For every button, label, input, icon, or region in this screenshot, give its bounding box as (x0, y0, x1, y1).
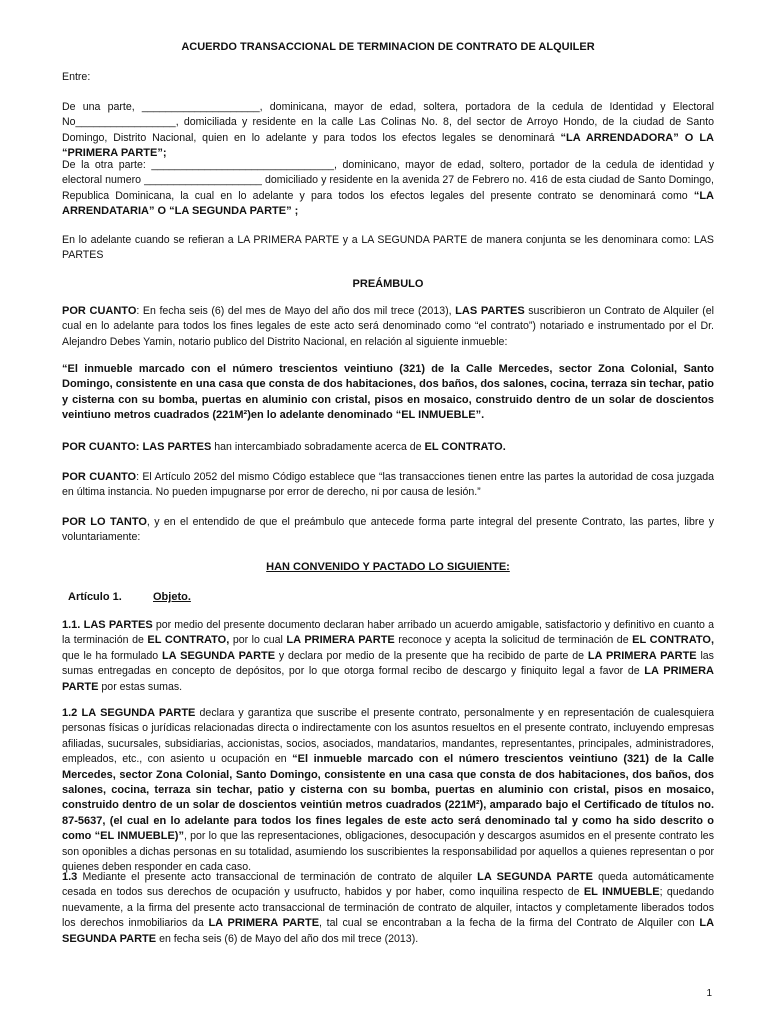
por-lo-tanto: POR LO TANTO, y en el entendido de que el preámbulo que antecede forma parte integral del presente Contrato, las partes, libre y voluntariamente: (62, 516, 714, 544)
page-number: 1 (706, 988, 712, 999)
clause-1-2: 1.2 LA SEGUNDA PARTE declara y garantiza que suscribe el presente contrato, personalmente y en representación de cualesquiera personas físicas o jurídicas relacionadas directa o indirectamente con los asuntos resueltos en el presente contrato, incluyendo empresas afiliadas, sucursales, subsidiarias, accionistas, socios, asociados, mandatarios, mandantes, representantes, principales, administradores, empleados, etc., con asiento u ocupación en “El inmueble marcado con el número trescientos veintiuno (321) de la Calle Mercedes, sector Zona Colonial, Santo Domingo, consistente en una casa que consta de dos habitaciones, dos baños, dos salones, cocina, terraza sin techar, patio y cisterna con su bomba, puertas en aluminio con cristal, pisos en mosaico, construido dentro de un solar de doscientos veintiún metros cuadrados (221M²), amparado bajo el Certificado de títulos no. 87-5637, (el cual en lo adelante para todos los fines legales de este acto será denominado tal y como ha sido descrito o como “EL INMUEBLE)”, por lo que las representaciones, obligaciones, desocupación y descargos asumidos en el presente contrato les son oponibles a dichas personas en su totalidad, asumiendo los suscribientes la responsabilidad por aquellos a quienes representan o por quienes deben responder en cada caso. (62, 707, 714, 874)
parties-definition-paragraph: En lo adelante cuando se refieran a LA PRIMERA PARTE y a LA SEGUNDA PARTE de manera conjunta se les denominara como: LAS PARTES (62, 234, 714, 262)
por-cuanto-3: POR CUANTO: El Artículo 2052 del mismo Código establece que “las transacciones tienen entre las partes la autoridad de cosa juzgada en última instancia. No pueden impugnarse por error de derecho, ni por causa de lesión.” (62, 471, 714, 499)
preamble-heading: PREÁMBULO (352, 278, 424, 290)
document-title: ACUERDO TRANSACCIONAL DE TERMINACION DE CONTRATO DE ALQUILER (181, 41, 595, 53)
second-party-paragraph: De la otra parte: _______________________________, dominicano, mayor de edad, soltero, portador de la cedula de identidad y electoral numero ____________________ domiciliado y residente en la avenida 27 de Febrero no. 416 de esta ciudad de Santo Domingo, Republica Dominicana, la cual en lo adelante y para todos los efectos legales del presente contrato se denominará como “LA ARRENDATARIA” O “LA SEGUNDA PARTE” ; (62, 159, 714, 218)
article-number: Artículo 1. (68, 591, 122, 603)
por-cuanto-1: POR CUANTO: En fecha seis (6) del mes de Mayo del año dos mil trece (2013), LAS PARTES suscribieron un Contrato de Alquiler (el cual en lo adelante para todos los fines legales de este acto será denominado como “el contrato”) notariado e instrumentado por el Dr. Alejandro Debes Yamin, notario publico del Distrito Nacional, en relación al siguiente inmueble: (62, 305, 714, 348)
entre-label: Entre: (62, 71, 91, 83)
por-cuanto-2: POR CUANTO: LAS PARTES han intercambiado sobradamente acerca de EL CONTRATO. (62, 441, 506, 453)
clause-1-3: 1.3 Mediante el presente acto transaccional de terminación de contrato de alquiler LA SEGUNDA PARTE queda automáticamente cesada en todos sus derechos de ocupación y usufructo, habidos y por haber, como inquilina respecto de EL INMUEBLE; quedando nuevamente, a la firma del presente acto transaccional de terminación de contrato de alquiler, intactos y completamente liberados todos los derechos inmobiliarios da LA PRIMERA PARTE, tal cual se encontraban a la fecha de la firma del Contrato de Alquiler con LA SEGUNDA PARTE en fecha seis (6) de Mayo del año dos mil trece (2013). (62, 871, 715, 945)
article-name: Objeto. (153, 591, 191, 603)
agreement-heading: HAN CONVENIDO Y PACTADO LO SIGUIENTE: (266, 561, 510, 573)
clause-1-1: 1.1. LAS PARTES por medio del presente documento declaran haber arribado un acuerdo amigable, satisfactorio y definitivo en cuanto a la terminación de EL CONTRATO, por lo cual LA PRIMERA PARTE reconoce y acepta la solicitud de terminación de EL CONTRATO, que le ha formulado LA SEGUNDA PARTE y declara por medio de la presente que ha recibido de parte de LA PRIMERA PARTE las sumas entregadas en concepto de depósitos, por lo que otorga formal recibo de descargo y finiquito legal a favor de LA PRIMERA PARTE por estas sumas. (62, 619, 714, 693)
first-party-paragraph: De una parte, ____________________, dominicana, mayor de edad, soltera, portadora de la cedula de Identidad y Electoral No_________________, domiciliada y residente en la calle Las Colinas No. 8, del sector de Arroyo Hondo, de la ciudad de Santo Domingo, Distrito Nacional, quien en lo adelante y para todos los efectos legales se denominará “LA ARRENDADORA” O LA “PRIMERA PARTE”; (62, 101, 714, 160)
property-description: “El inmueble marcado con el número trescientos veintiuno (321) de la Calle Mercedes, sector Zona Colonial, Santo Domingo, consistente en una casa que consta de dos habitaciones, dos baños, dos salones, cocina, terraza sin techar, patio y cisterna con su bomba, puertas en aluminio con cristal, pisos en mosaico, construido dentro de un solar de doscientos veintiuno metros cuadrados (221M²)en lo adelante denominado “EL INMUEBLE”. (62, 363, 714, 422)
